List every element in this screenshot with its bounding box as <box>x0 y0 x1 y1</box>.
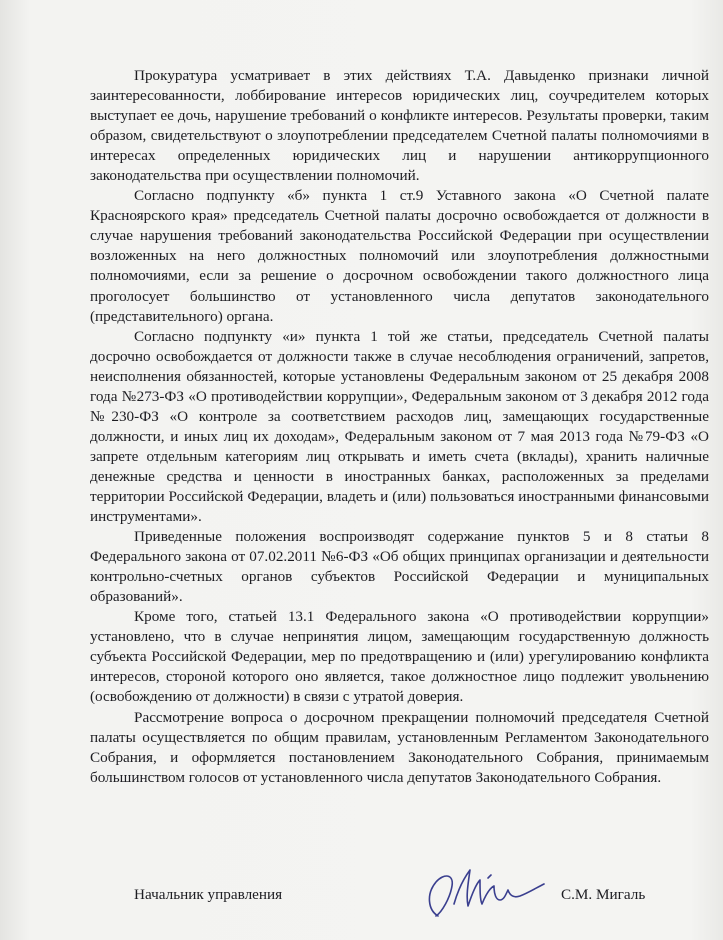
paragraph-1: Прокуратура усматривает в этих действиях Т.А. Давыденко признаки личной заинтересованности, лоббирование интересов юридических лиц, соучредителем которых выступает ее дочь, нарушение требований о конфликте интересов. Результаты проверки, таким образом, свидетельствуют о злоупотреблении председателем Счетной палаты полномочиями в интересах определенных юридических лиц и нарушении антикоррупционного законодательства при осуществлении полномочий. <box>90 67 709 185</box>
signature-block <box>0 878 723 938</box>
paragraph-4: Приведенные положения воспроизводят содержание пунктов 5 и 8 статьи 8 Федерального закона от 07.02.2011 №6-ФЗ «Об общих принципах организации и деятельности контрольно-счетных органов субъектов Российской Федерации и муниципальных образований». <box>90 528 709 606</box>
document-body <box>90 66 709 788</box>
paragraph-3: Согласно подпункту «и» пункта 1 той же статьи, председатель Счетной палаты досрочно освобождается от должности также в случае несоблюдения ограничений, запретов, неисполнения обязанностей, которые установлены Федеральным законом от 25 декабря 2008 года №273-ФЗ «О противодействии коррупции», Федеральным законом от 3 декабря 2012 года №230-ФЗ «О контроле за соответствием расходов лиц, замещающих государственные должности, и иных лиц их доходам», Федеральным законом от 7 мая 2013 года №79-ФЗ «О запрете отдельным категориям лиц открывать и иметь счета (вклады), хранить наличные денежные средства и ценности в иностранных банках, расположенных за пределами территории Российской Федерации, владеть и (или) пользоваться иностранными финансовыми инструментами». <box>90 327 709 526</box>
handwritten-signature-icon <box>418 860 548 924</box>
paragraph-2: Согласно подпункту «б» пункта 1 ст.9 Уставного закона «О Счетной палате Красноярского края» председатель Счетной палаты досрочно освобождается от должности в случае нарушения требований законодательства Российской Федерации при осуществлении возложенных на него должностных полномочий или злоупотребления должностными полномочиями, если за решение о досрочном освобождении такого должностного лица проголосует большинство от установленного числа депутатов законодательного (представительного) органа. <box>90 187 709 325</box>
signatory-name: С.М. Мигаль <box>561 886 646 903</box>
signatory-position: Начальник управления <box>134 886 283 903</box>
paragraph-6: Рассмотрение вопроса о досрочном прекращении полномочий председателя Счетной палаты осуществляется по общим правилам, установленным Регламентом Законодательного Собрания, и оформляется постановлением Законодательного Собрания, принимаемым большинством голосов от установленного числа депутатов Законодательного Собрания. <box>90 708 709 786</box>
paragraph-5: Кроме того, статьей 13.1 Федерального закона «О противодействии коррупции» установлено, что в случае непринятия лицом, замещающим государственную должность субъекта Российской Федерации, мер по предотвращению и (или) урегулированию конфликта интересов, стороной которого оно является, такое должностное лицо подлежит увольнению (освобождению от должности) в связи с утратой доверия. <box>90 608 709 706</box>
